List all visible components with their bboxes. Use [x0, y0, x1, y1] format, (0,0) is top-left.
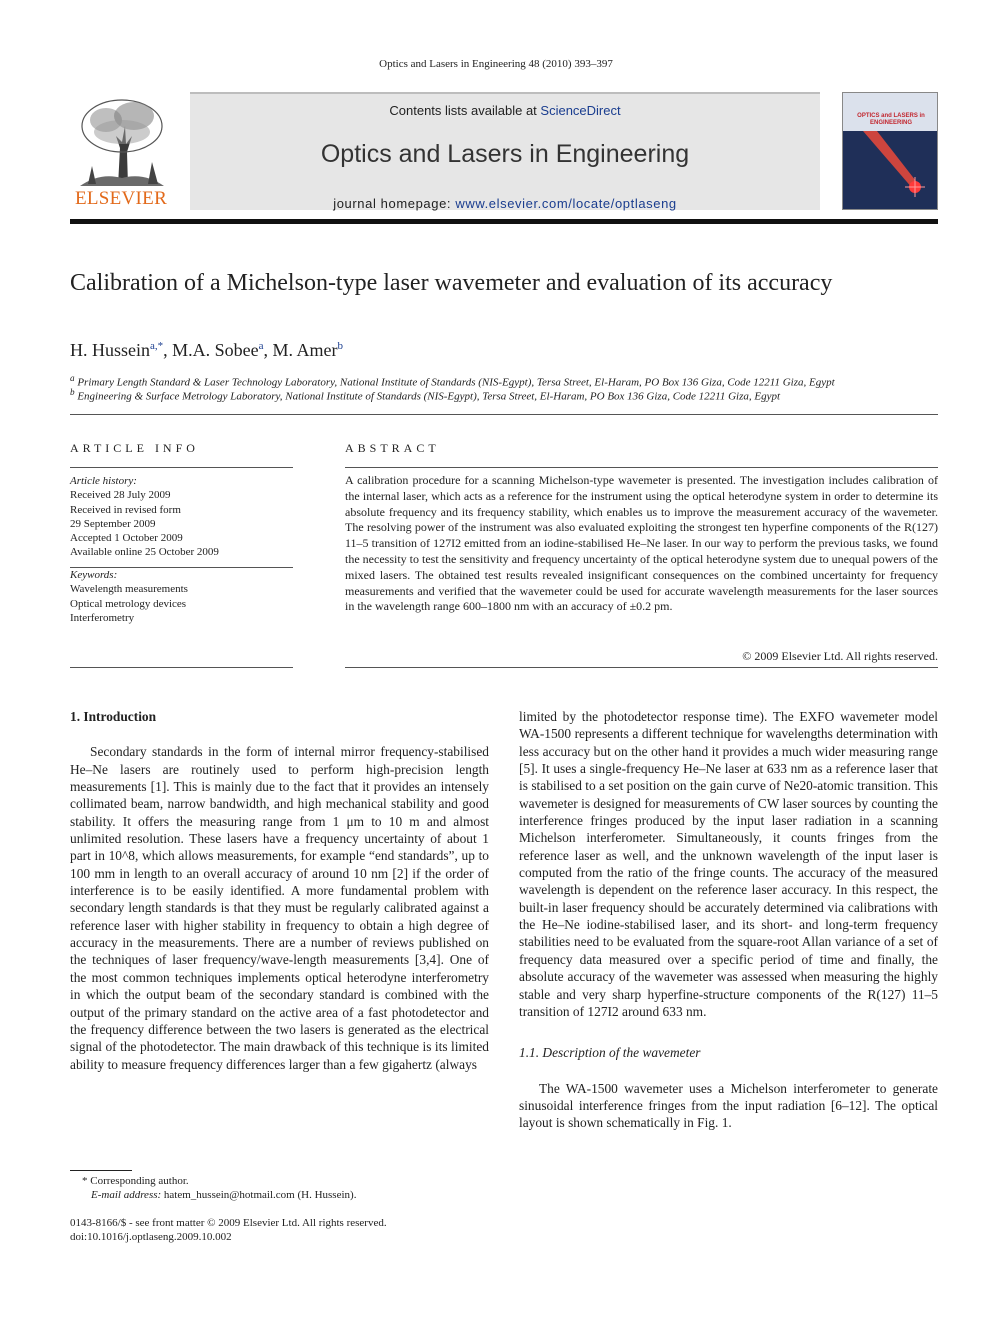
- homepage-link[interactable]: www.elsevier.com/locate/optlaseng: [455, 196, 677, 211]
- author-affil-mark[interactable]: a: [258, 340, 264, 352]
- journal-citation: Optics and Lasers in Engineering 48 (2010) 393–397: [379, 58, 613, 70]
- sciencedirect-link[interactable]: ScienceDirect: [540, 103, 621, 118]
- cover-title: OPTICS and LASERS in ENGINEERING: [857, 113, 925, 126]
- elsevier-logo[interactable]: [70, 96, 172, 210]
- keyword: Wavelength measurements: [70, 583, 188, 596]
- divider: [70, 467, 293, 468]
- article-info-heading: ARTICLE INFO: [70, 441, 199, 455]
- email-address[interactable]: hatem_hussein@hotmail.com (H. Hussein).: [163, 1189, 357, 1201]
- article-title: Calibration of a Michelson-type laser wavemeter and evaluation of its accuracy: [70, 270, 833, 296]
- subsection-heading: 1.1. Description of the wavemeter: [519, 1045, 701, 1061]
- divider: [70, 414, 938, 415]
- history-item: Received 28 July 2009: [70, 489, 171, 502]
- abstract-copyright: © 2009 Elsevier Ltd. All rights reserved.: [742, 649, 938, 663]
- email-note: [91, 1189, 356, 1201]
- body-paragraph: limited by the photodetector response time). The EXFO wavemeter model WA-1500 represents a different technique for wavelengths determination with less accuracy but on the other hand it provides a much wider measuring range [5]. It uses a single-frequency He–Ne laser at 633 nm as a reference laser that is stabilised to a set position on the gain curve of Ne20-atomic transition. This wavemeter is designed for measurements of CW laser sources by counting the interference fringes produced by the input laser radiation in a scanning Michelson interferometer. Simultaneously, it counts fringes from the reference laser as well, and the unknown wavelength of the input laser is computed from the ratio of the fringe counts. The accuracy of the measured wavelength is dependent on the reference laser accuracy. In this respect, the built-in laser frequency should be accurately determined via calibrations with the He–Ne iodine-stabilised laser, and its short- and long-term frequency stabilities need to be evaluated from the square-root Allan variance of a set of frequency data measured over a specific period of time and finally, the absolute accuracy of the wavemeter was assessed when measuring the highly stable and very sharp hyperfine-structure components of the R(127) 11–5 transition of 127I2 around 633 nm.: [519, 709, 938, 1019]
- elsevier-tree-icon: [70, 96, 172, 188]
- journal-banner: [190, 92, 820, 210]
- contents-prefix: Contents lists available at: [389, 103, 541, 118]
- abstract-text: A calibration procedure for a scanning Michelson-type wavemeter is presented. The investigation includes calibration of the internal laser, which acts as a reference for the instrument using the optical heterodyne system in order to determine its absolute frequency and its frequency stability, which enables us to improve the measurement accuracy of the wavemeter. The resolving power of the instrument was also evaluated exploiting the strongest ten hyperfine components of the R(127) 11–5 transition of 127I2 emitted from an iodine-stabilised He–Ne laser. In our way to perform the previous tasks, we found the necessity to test the sensitivity and frequency uncertainty of the optical heterodyne system due to unequal powers of the mixed lasers. The obtained test results revealed insignificant consequences on the combined uncertainty for frequency measurements and verified that the wavemeter could be used for accurate wavelength measurements for the laser sources in the wavelength range 600–1800 nm with an accuracy of ±0.2 pm.: [345, 473, 938, 614]
- journal-cover-image[interactable]: [842, 92, 938, 210]
- author-name: M.A. Sobee: [172, 340, 259, 360]
- body-paragraph: Secondary standards in the form of internal mirror frequency-stabilised He–Ne lasers are routinely used to perform high-precision length measurements [1]. This is mainly due to the fact that it provides an intensely collimated beam, narrow bandwidth, and high mechanical stability and good stability. It offers the measuring range from 1 μm to 10 m and almost unlimited resolution. These lasers have a frequency uncertainty of about 1 part in 10^8, which allows measurements, for example “end standards”, up to 100 mm in length to an overall accuracy of around 10 nm [2] if the order of interference is to be easily identified. A more fundamental problem with secondary length standards is that they must be regularly calibrated against a reference laser with higher stability in frequency to obtain a high degree of accuracy in the measurements. There are a number of reviews published on the techniques of laser frequency/wave-length measurements [3,4]. One of the most common techniques implements optical heterodyne interferometry in which the output beam of the secondary standard is combined with the output of the primary standard on the active area of a fast photodetector and the frequency difference between the two lasers is generated as the electrical signal of the photodetector. The main drawback of this technique is its limited ability to measure frequency differences larger than a few gigahertz (always: [70, 744, 489, 1072]
- keywords-label: Keywords:: [70, 569, 118, 581]
- author-list: H. Hussein$^{a,*}$, M.A. Sobee$^a$, M. Amer$^b$: [70, 340, 344, 360]
- divider: [345, 667, 938, 668]
- elsevier-wordmark: ELSEVIER: [74, 188, 168, 209]
- doi-line[interactable]: doi:10.1016/j.optlaseng.2009.10.002: [70, 1231, 232, 1243]
- journal-masthead: [70, 92, 938, 212]
- history-item: 29 September 2009: [70, 517, 156, 530]
- journal-title: Optics and Lasers in Engineering: [320, 140, 690, 168]
- article-history: [70, 474, 219, 560]
- divider: [345, 467, 938, 468]
- homepage-line: [190, 196, 820, 211]
- header-rule: [70, 219, 938, 224]
- author-affil-mark[interactable]: a,*: [150, 340, 164, 352]
- affiliation-text: Engineering & Surface Metrology Laboratory, National Institute of Standards (NIS-Egypt), Tersa Street, El-Haram, PO Box 136 Giza, Code 12211 Giza, Egypt: [77, 390, 781, 403]
- history-label: Article history:: [70, 475, 137, 487]
- affiliation-text: Primary Length Standard & Laser Technology Laboratory, National Institute of Standards (NIS-Egypt), Tersa Street, El-Haram, PO Box 136 Giza, Code 12211 Giza, Egypt: [77, 376, 835, 389]
- author-name: M. Amer: [272, 340, 338, 360]
- keyword: Optical metrology devices: [70, 597, 187, 610]
- divider: [70, 667, 293, 668]
- homepage-prefix: journal homepage:: [333, 196, 456, 211]
- history-item: Available online 25 October 2009: [70, 546, 219, 559]
- affiliation-mark: b: [70, 387, 75, 397]
- body-column-left: [70, 708, 489, 1073]
- author-affil-mark[interactable]: b: [337, 340, 344, 352]
- body-column-right: [519, 708, 938, 1132]
- corresponding-author-note: * Corresponding author.: [82, 1175, 189, 1187]
- footnote-rule: [70, 1170, 132, 1171]
- author-name: H. Hussein: [70, 340, 150, 360]
- email-label: E-mail address:: [91, 1189, 162, 1201]
- history-item: Received in revised form: [70, 503, 181, 516]
- affiliation: [70, 387, 780, 403]
- abstract-heading: ABSTRACT: [345, 441, 440, 455]
- keywords: [70, 568, 188, 625]
- body-paragraph: The WA-1500 wavemeter uses a Michelson interferometer to generate sinusoidal interference fringes from the input radiation [6–12]. The optical layout is shown schematically in Fig. 1.: [519, 1080, 938, 1131]
- affiliation-mark: a: [70, 373, 75, 383]
- contents-line: [190, 103, 820, 118]
- cover-laser-beam-icon: [843, 131, 938, 210]
- keyword: Interferometry: [70, 611, 135, 624]
- section-heading: 1. Introduction: [70, 709, 157, 724]
- history-item: Accepted 1 October 2009: [70, 532, 183, 545]
- issn-line: 0143-8166/$ - see front matter © 2009 Elsevier Ltd. All rights reserved.: [70, 1217, 387, 1229]
